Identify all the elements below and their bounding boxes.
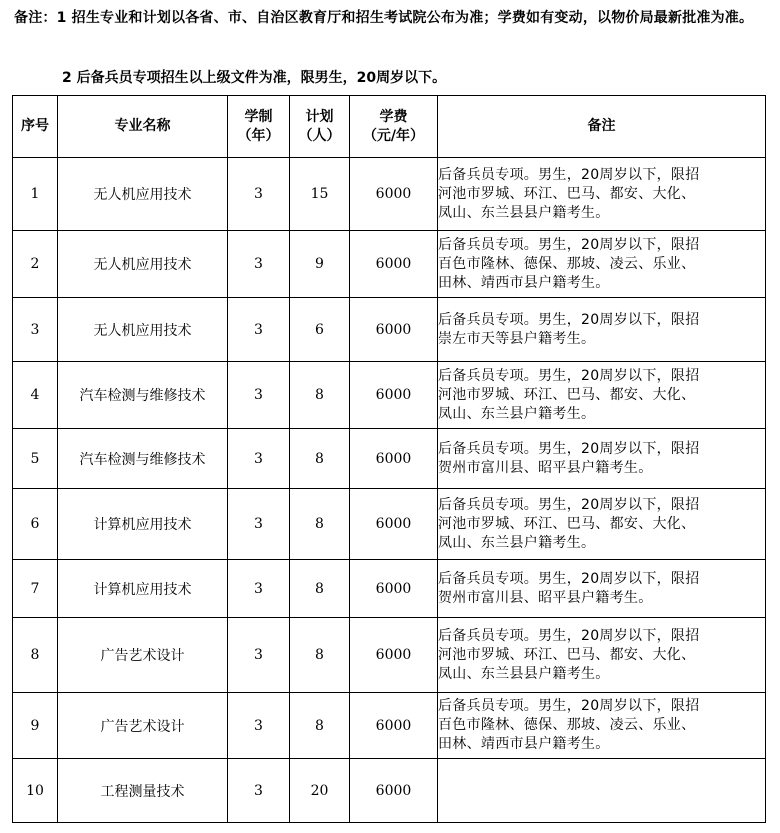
cell-plan: 8 (290, 618, 350, 693)
remark-line: 河池市罗城、环江、巴马、都安、大化、 (438, 185, 696, 202)
cell-seq: 10 (13, 759, 58, 823)
header-years-line2: （年） (237, 127, 280, 144)
cell-major: 汽车检测与维修技术 (58, 362, 228, 429)
table-row (13, 693, 766, 759)
remark-line: 后备兵员专项。男生，20周岁以下，限招 (438, 367, 700, 384)
cell-years: 3 (228, 489, 290, 560)
cell-years: 3 (228, 158, 290, 231)
cell-seq: 4 (13, 362, 58, 429)
cell-major: 无人机应用技术 (58, 231, 228, 298)
cell-plan: 15 (290, 158, 350, 231)
cell-years: 3 (228, 362, 290, 429)
cell-fee: 6000 (350, 560, 438, 618)
cell-plan: 6 (290, 298, 350, 362)
cell-major: 无人机应用技术 (58, 298, 228, 362)
cell-fee: 6000 (350, 618, 438, 693)
remark-line: 田林、靖西市县户籍考生。 (438, 736, 610, 752)
table-row (13, 298, 766, 362)
table-row (13, 618, 766, 693)
table-row (13, 759, 766, 823)
cell-major: 计算机应用技术 (58, 560, 228, 618)
cell-years: 3 (228, 759, 290, 823)
cell-years: 3 (228, 429, 290, 489)
remark-line: 凤山、东兰县县户籍考生。 (438, 665, 610, 682)
remark-line: 凤山、东兰县县户籍考生。 (438, 204, 610, 221)
cell-seq: 2 (13, 231, 58, 298)
cell-major: 计算机应用技术 (58, 489, 228, 560)
cell-seq: 5 (13, 429, 58, 489)
header-fee-line1: 学费 (379, 108, 408, 125)
cell-remark (438, 429, 766, 489)
table-row (13, 429, 766, 489)
remark-line: 凤山、东兰县户籍考生。 (438, 534, 596, 551)
cell-remark (438, 158, 766, 231)
remark-line: 河池市罗城、环江、巴马、都安、大化、 (438, 515, 696, 532)
cell-fee: 6000 (350, 362, 438, 429)
table-row (13, 489, 766, 560)
remark-line: 后备兵员专项。男生，20周岁以下，限招 (438, 496, 700, 513)
remark-line: 河池市罗城、环江、巴马、都安、大化、 (438, 646, 696, 663)
table-row (13, 231, 766, 298)
cell-fee: 6000 (350, 693, 438, 759)
header-seq: 序号 (13, 96, 58, 158)
header-plan (290, 96, 350, 158)
remark-line: 崇左市天等县户籍考生。 (438, 330, 596, 347)
remark-line: 百色市隆林、德保、那坡、凌云、乐业、 (438, 255, 696, 272)
cell-fee: 6000 (350, 759, 438, 823)
header-plan-line1: 计划 (305, 108, 334, 125)
remark-line: 贺州市富川县、昭平县户籍考生。 (438, 589, 653, 606)
remark-line: 贺州市富川县、昭平县户籍考生。 (438, 459, 653, 476)
header-fee-line2: （元/年） (362, 127, 425, 144)
remark-line: 后备兵员专项。男生，20周岁以下，限招 (438, 440, 700, 457)
cell-fee: 6000 (350, 231, 438, 298)
cell-major: 广告艺术设计 (58, 693, 228, 759)
header-remark: 备注 (438, 96, 766, 158)
cell-years: 3 (228, 560, 290, 618)
cell-remark (438, 362, 766, 429)
cell-plan: 8 (290, 693, 350, 759)
cell-fee: 6000 (350, 489, 438, 560)
cell-plan: 8 (290, 489, 350, 560)
cell-seq: 3 (13, 298, 58, 362)
cell-plan: 8 (290, 429, 350, 489)
cell-major: 汽车检测与维修技术 (58, 429, 228, 489)
cell-major: 无人机应用技术 (58, 158, 228, 231)
cell-plan: 20 (290, 759, 350, 823)
note-line-2: 2 后备兵员专项招生以上级文件为准，限男生，20周岁以下。 (62, 70, 447, 86)
cell-fee: 6000 (350, 298, 438, 362)
remark-line: 后备兵员专项。男生，20周岁以下，限招 (438, 311, 700, 328)
cell-fee: 6000 (350, 158, 438, 231)
cell-remark (438, 693, 766, 759)
cell-remark (438, 759, 766, 823)
cell-seq: 1 (13, 158, 58, 231)
cell-seq: 6 (13, 489, 58, 560)
header-fee (350, 96, 438, 158)
remark-line: 田林、靖西市县户籍考生。 (438, 274, 610, 291)
remark-line: 后备兵员专项。男生，20周岁以下，限招 (438, 627, 700, 644)
table-row (13, 362, 766, 429)
cell-seq: 7 (13, 560, 58, 618)
cell-remark (438, 298, 766, 362)
cell-remark (438, 560, 766, 618)
cell-years: 3 (228, 298, 290, 362)
cell-years: 3 (228, 231, 290, 298)
header-major: 专业名称 (58, 96, 228, 158)
table-header-row (13, 96, 766, 158)
remark-line: 后备兵员专项。男生，20周岁以下，限招 (438, 570, 700, 587)
header-years (228, 96, 290, 158)
cell-seq: 8 (13, 618, 58, 693)
remark-line: 后备兵员专项。男生，20周岁以下，限招 (438, 698, 700, 714)
remark-line: 百色市隆林、德保、那坡、凌云、乐业、 (438, 717, 696, 733)
cell-major: 广告艺术设计 (58, 618, 228, 693)
cell-remark (438, 489, 766, 560)
cell-years: 3 (228, 693, 290, 759)
remark-line: 凤山、东兰县户籍考生。 (438, 405, 596, 422)
header-years-line1: 学制 (244, 108, 273, 125)
table-row (13, 158, 766, 231)
cell-plan: 8 (290, 362, 350, 429)
remark-line: 后备兵员专项。男生，20周岁以下，限招 (438, 236, 700, 253)
cell-seq: 9 (13, 693, 58, 759)
note-line-1: 备注：1 招生专业和计划以各省、市、自治区教育厅和招生考试院公布为准；学费如有变动，以物价局最新批准为准。 (14, 10, 754, 26)
header-plan-line2: （人） (298, 127, 341, 144)
remark-line: 后备兵员专项。男生，20周岁以下，限招 (438, 166, 700, 183)
cell-major: 工程测量技术 (58, 759, 228, 823)
cell-fee: 6000 (350, 429, 438, 489)
cell-remark (438, 231, 766, 298)
cell-plan: 8 (290, 560, 350, 618)
cell-plan: 9 (290, 231, 350, 298)
remark-line: 河池市罗城、环江、巴马、都安、大化、 (438, 386, 696, 403)
cell-remark (438, 618, 766, 693)
cell-years: 3 (228, 618, 290, 693)
table-row (13, 560, 766, 618)
enrollment-table (12, 95, 766, 823)
